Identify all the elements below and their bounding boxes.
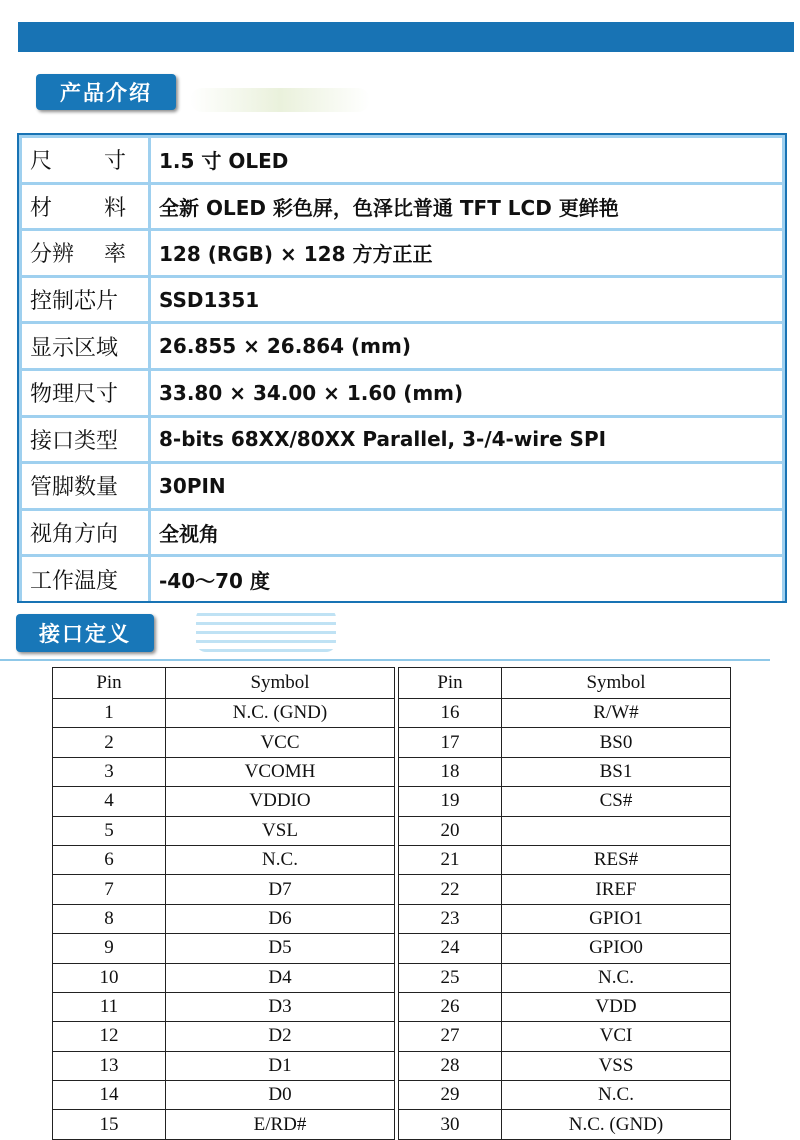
pin-symbol: BS0 — [502, 728, 731, 757]
pin-row — [53, 1081, 395, 1110]
pin-symbol: D4 — [166, 963, 395, 992]
pin-symbol: N.C. — [166, 845, 395, 874]
pin-row — [53, 904, 395, 933]
symbol-column-header: Symbol — [502, 668, 731, 699]
spec-value: 全视角 — [151, 511, 782, 555]
spec-row — [22, 511, 782, 555]
spec-value: SSD1351 — [151, 278, 782, 322]
pin-number: 5 — [53, 816, 166, 845]
pin-row — [399, 1051, 731, 1080]
pin-symbol: VDDIO — [166, 787, 395, 816]
spec-value: 33.80 × 34.00 × 1.60 (mm) — [151, 371, 782, 415]
pin-number: 25 — [399, 963, 502, 992]
pin-number: 1 — [53, 699, 166, 728]
pin-row — [53, 787, 395, 816]
pin-symbol: VCI — [502, 1022, 731, 1051]
pin-number: 24 — [399, 934, 502, 963]
pin-number: 4 — [53, 787, 166, 816]
pin-number: 6 — [53, 845, 166, 874]
spec-label — [22, 138, 151, 182]
pin-symbol: VDD — [502, 992, 731, 1021]
pin-row — [399, 992, 731, 1021]
pin-row — [399, 816, 731, 845]
pin-row — [399, 1110, 731, 1139]
pin-row — [399, 1081, 731, 1110]
spec-value: 全新 OLED 彩色屏，色泽比普通 TFT LCD 更鲜艳 — [151, 185, 782, 229]
pin-symbol: CS# — [502, 787, 731, 816]
spec-row — [22, 138, 782, 182]
pin-number: 28 — [399, 1051, 502, 1080]
pin-number: 7 — [53, 875, 166, 904]
pin-number: 26 — [399, 992, 502, 1021]
spec-label: 物理尺寸 — [22, 371, 151, 415]
pin-symbol: VCC — [166, 728, 395, 757]
pin-row — [53, 816, 395, 845]
pin-symbol: D7 — [166, 875, 395, 904]
spec-label-part: 尺 — [30, 149, 53, 175]
pin-number: 17 — [399, 728, 502, 757]
pin-symbol: N.C. (GND) — [166, 699, 395, 728]
pin-number: 13 — [53, 1051, 166, 1080]
pin-row — [53, 992, 395, 1021]
pin-number: 22 — [399, 875, 502, 904]
spec-table — [22, 135, 782, 604]
spec-value: -40～70 度 — [151, 557, 782, 601]
spec-value: 8-bits 68XX/80XX Parallel, 3-/4-wire SPI — [151, 418, 782, 462]
pin-row — [53, 845, 395, 874]
pin-row — [53, 757, 395, 786]
pin-number: 20 — [399, 816, 502, 845]
pin-symbol: D6 — [166, 904, 395, 933]
pin-row — [53, 1051, 395, 1080]
spec-value: 128 (RGB) × 128 方方正正 — [151, 231, 782, 275]
pin-row — [399, 845, 731, 874]
pin-symbol: E/RD# — [166, 1110, 395, 1139]
pin-number: 19 — [399, 787, 502, 816]
pin-column-header: Pin — [53, 668, 166, 699]
spec-row — [22, 557, 782, 601]
spec-label: 控制芯片 — [22, 278, 151, 322]
pin-number: 8 — [53, 904, 166, 933]
spec-label — [22, 185, 151, 229]
spec-value: 1.5 寸 OLED — [151, 138, 782, 182]
spec-label-part: 率 — [103, 242, 126, 268]
spec-row — [22, 371, 782, 415]
pin-row — [399, 757, 731, 786]
pin-symbol — [502, 816, 731, 845]
pin-number: 3 — [53, 757, 166, 786]
decorative-pattern — [196, 608, 336, 652]
pin-table-right — [398, 667, 731, 1140]
decorative-flourish — [190, 88, 370, 112]
pin-row — [399, 699, 731, 728]
pin-number: 10 — [53, 963, 166, 992]
spec-row — [22, 324, 782, 368]
pin-symbol: D5 — [166, 934, 395, 963]
spec-label: 显示区域 — [22, 324, 151, 368]
section-divider — [0, 659, 770, 661]
pin-row — [53, 1110, 395, 1139]
pin-row — [399, 963, 731, 992]
pin-row — [399, 875, 731, 904]
spec-label: 管脚数量 — [22, 464, 151, 508]
spec-label-part: 寸 — [103, 149, 126, 175]
pin-symbol: BS1 — [502, 757, 731, 786]
pin-symbol: D0 — [166, 1081, 395, 1110]
spec-label-part: 料 — [103, 195, 126, 221]
spec-row — [22, 464, 782, 508]
symbol-column-header: Symbol — [166, 668, 395, 699]
pin-symbol: D1 — [166, 1051, 395, 1080]
pin-number: 23 — [399, 904, 502, 933]
pin-number: 11 — [53, 992, 166, 1021]
pin-symbol: N.C. — [502, 1081, 731, 1110]
pin-number: 12 — [53, 1022, 166, 1051]
pin-symbol: N.C. — [502, 963, 731, 992]
spec-label-part: 分辨 — [30, 242, 75, 268]
pin-number: 15 — [53, 1110, 166, 1139]
pin-column-header: Pin — [399, 668, 502, 699]
pin-row — [53, 699, 395, 728]
pin-number: 14 — [53, 1081, 166, 1110]
pin-symbol: VSL — [166, 816, 395, 845]
pin-number: 2 — [53, 728, 166, 757]
pin-row — [53, 1022, 395, 1051]
pin-row — [399, 904, 731, 933]
header-banner — [18, 22, 794, 52]
pin-row — [53, 875, 395, 904]
spec-value: 30PIN — [151, 464, 782, 508]
spec-label: 工作温度 — [22, 557, 151, 601]
pin-symbol: IREF — [502, 875, 731, 904]
pin-symbol: GPIO1 — [502, 904, 731, 933]
pin-row — [53, 934, 395, 963]
pin-symbol: N.C. (GND) — [502, 1110, 731, 1139]
pin-symbol: D2 — [166, 1022, 395, 1051]
section-title-interface-definition: 接口定义 — [16, 614, 154, 652]
pin-number: 9 — [53, 934, 166, 963]
pin-number: 29 — [399, 1081, 502, 1110]
pin-table-left — [52, 667, 395, 1140]
pin-number: 30 — [399, 1110, 502, 1139]
section-title-product-intro: 产品介绍 — [36, 74, 176, 110]
spec-row — [22, 418, 782, 462]
pin-symbol: VCOMH — [166, 757, 395, 786]
pin-symbol: D3 — [166, 992, 395, 1021]
spec-label: 视角方向 — [22, 511, 151, 555]
pin-number: 18 — [399, 757, 502, 786]
spec-row — [22, 278, 782, 322]
pin-symbol: R/W# — [502, 699, 731, 728]
pin-row — [399, 934, 731, 963]
pin-symbol: RES# — [502, 845, 731, 874]
pin-row — [399, 728, 731, 757]
pin-symbol: GPIO0 — [502, 934, 731, 963]
spec-label: 接口类型 — [22, 418, 151, 462]
pin-row — [399, 1022, 731, 1051]
spec-label-part: 材 — [30, 195, 53, 221]
pin-number: 21 — [399, 845, 502, 874]
spec-label — [22, 231, 151, 275]
pin-number: 16 — [399, 699, 502, 728]
pin-symbol: VSS — [502, 1051, 731, 1080]
spec-row — [22, 185, 782, 229]
spec-row — [22, 231, 782, 275]
pin-row — [53, 963, 395, 992]
pin-row — [399, 787, 731, 816]
pin-row — [53, 728, 395, 757]
pin-number: 27 — [399, 1022, 502, 1051]
spec-value: 26.855 × 26.864 (mm) — [151, 324, 782, 368]
